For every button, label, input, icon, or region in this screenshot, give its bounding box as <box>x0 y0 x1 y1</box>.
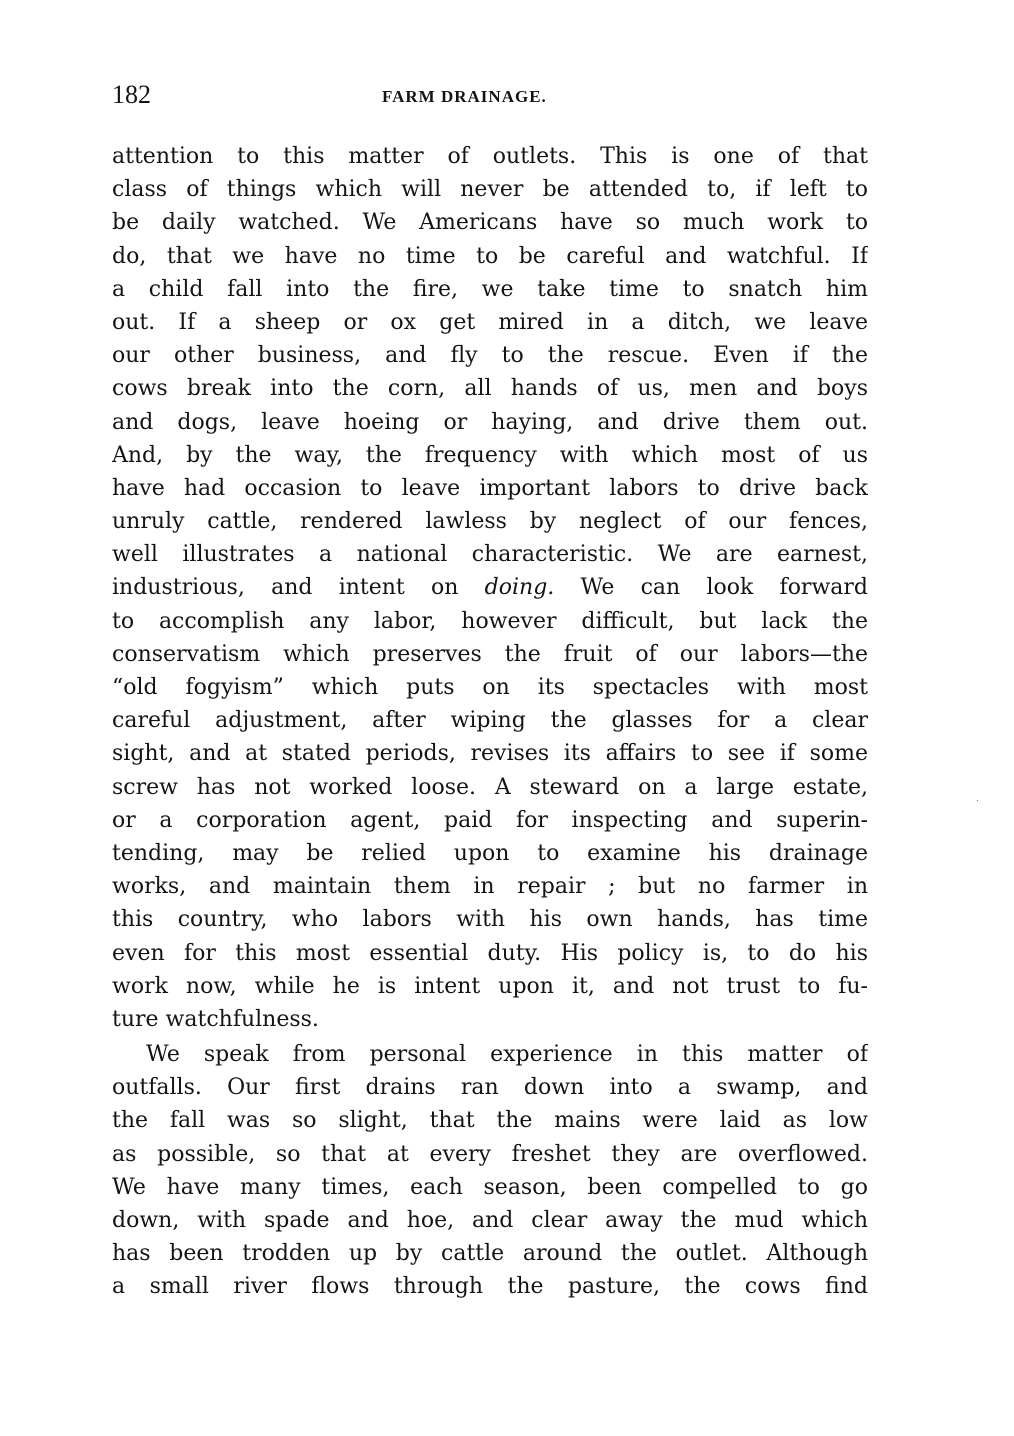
text-line: “old fogyism” which puts on its spectacles with most <box>112 675 868 700</box>
text-line: have had occasion to leave important labors to drive back <box>112 475 868 501</box>
text-line: attention to this matter of outlets. This is one of that <box>112 144 868 169</box>
running-title: FARM DRAINAGE. <box>382 87 547 106</box>
text-line: be daily watched. We Americans have so much work to <box>112 210 868 236</box>
text-line: do, that we have no time to be careful and watchful. If <box>112 243 868 269</box>
text-line: careful adjustment, after wiping the glasses for a clear <box>112 708 868 734</box>
running-head <box>112 80 868 114</box>
text-line: down, with spade and hoe, and clear away the mud which <box>112 1208 868 1233</box>
text-line: class of things which will never be attended to, if left to <box>112 177 868 203</box>
text-line: and dogs, leave hoeing or haying, and drive them out. <box>112 409 868 435</box>
text-line-with-italic <box>112 571 868 604</box>
text-line: the fall was so slight, that the mains were laid as low <box>112 1108 868 1134</box>
text-line: out. If a sheep or ox get mired in a ditch, we leave <box>112 309 868 335</box>
text-line: We have many times, each season, been compelled to go <box>112 1174 868 1200</box>
text-line: cows break into the corn, all hands of us, men and boys <box>112 376 868 402</box>
paper-speck <box>977 800 978 801</box>
text-line: We speak from personal experience in this matter of <box>146 1042 868 1068</box>
text-run: industrious, and intent on <box>112 575 485 601</box>
text-line: And, by the way, the frequency with which most of us <box>112 442 868 468</box>
text-line: has been trodden up by cattle around the outlet. Although <box>112 1241 868 1267</box>
text-line: tending, may be relied upon to examine his drainage <box>112 840 868 866</box>
text-line: or a corporation agent, paid for inspecting and superin- <box>112 807 868 833</box>
text-line: screw has not worked loose. A steward on a large estate, <box>112 774 868 800</box>
text-line: outfalls. Our first drains ran down into a swamp, and <box>112 1075 868 1101</box>
text-line: unruly cattle, rendered lawless by neglect of our fences, <box>112 509 868 535</box>
text-line: this country, who labors with his own hands, has time <box>112 907 868 933</box>
page-number: 182 <box>112 80 151 109</box>
text-line: ture watchfulness. <box>112 1006 319 1032</box>
text-line: sight, and at stated periods, revises its affairs to see if some <box>112 741 868 767</box>
text-line: as possible, so that at every freshet they are overflowed. <box>112 1141 868 1167</box>
text-line: even for this most essential duty. His policy is, to do his <box>112 940 868 966</box>
text-line: to accomplish any labor, however difficult, but lack the <box>112 608 868 634</box>
italic-word: doing. <box>484 575 555 601</box>
body-text <box>112 140 868 1304</box>
text-line: a small river flows through the pasture, the cows find <box>112 1274 868 1300</box>
text-run: We can look forward <box>554 575 868 601</box>
text-line: a child fall into the fire, we take time to snatch him <box>112 276 868 302</box>
text-line: works, and maintain them in repair ; but no farmer in <box>112 874 868 900</box>
text-line: work now, while he is intent upon it, and not trust to fu- <box>112 973 868 999</box>
text-line: conservatism which preserves the fruit of our labors—the <box>112 641 868 667</box>
text-line: well illustrates a national characteristic. We are earnest, <box>112 542 868 568</box>
text-line: our other business, and fly to the rescue. Even if the <box>112 343 868 369</box>
